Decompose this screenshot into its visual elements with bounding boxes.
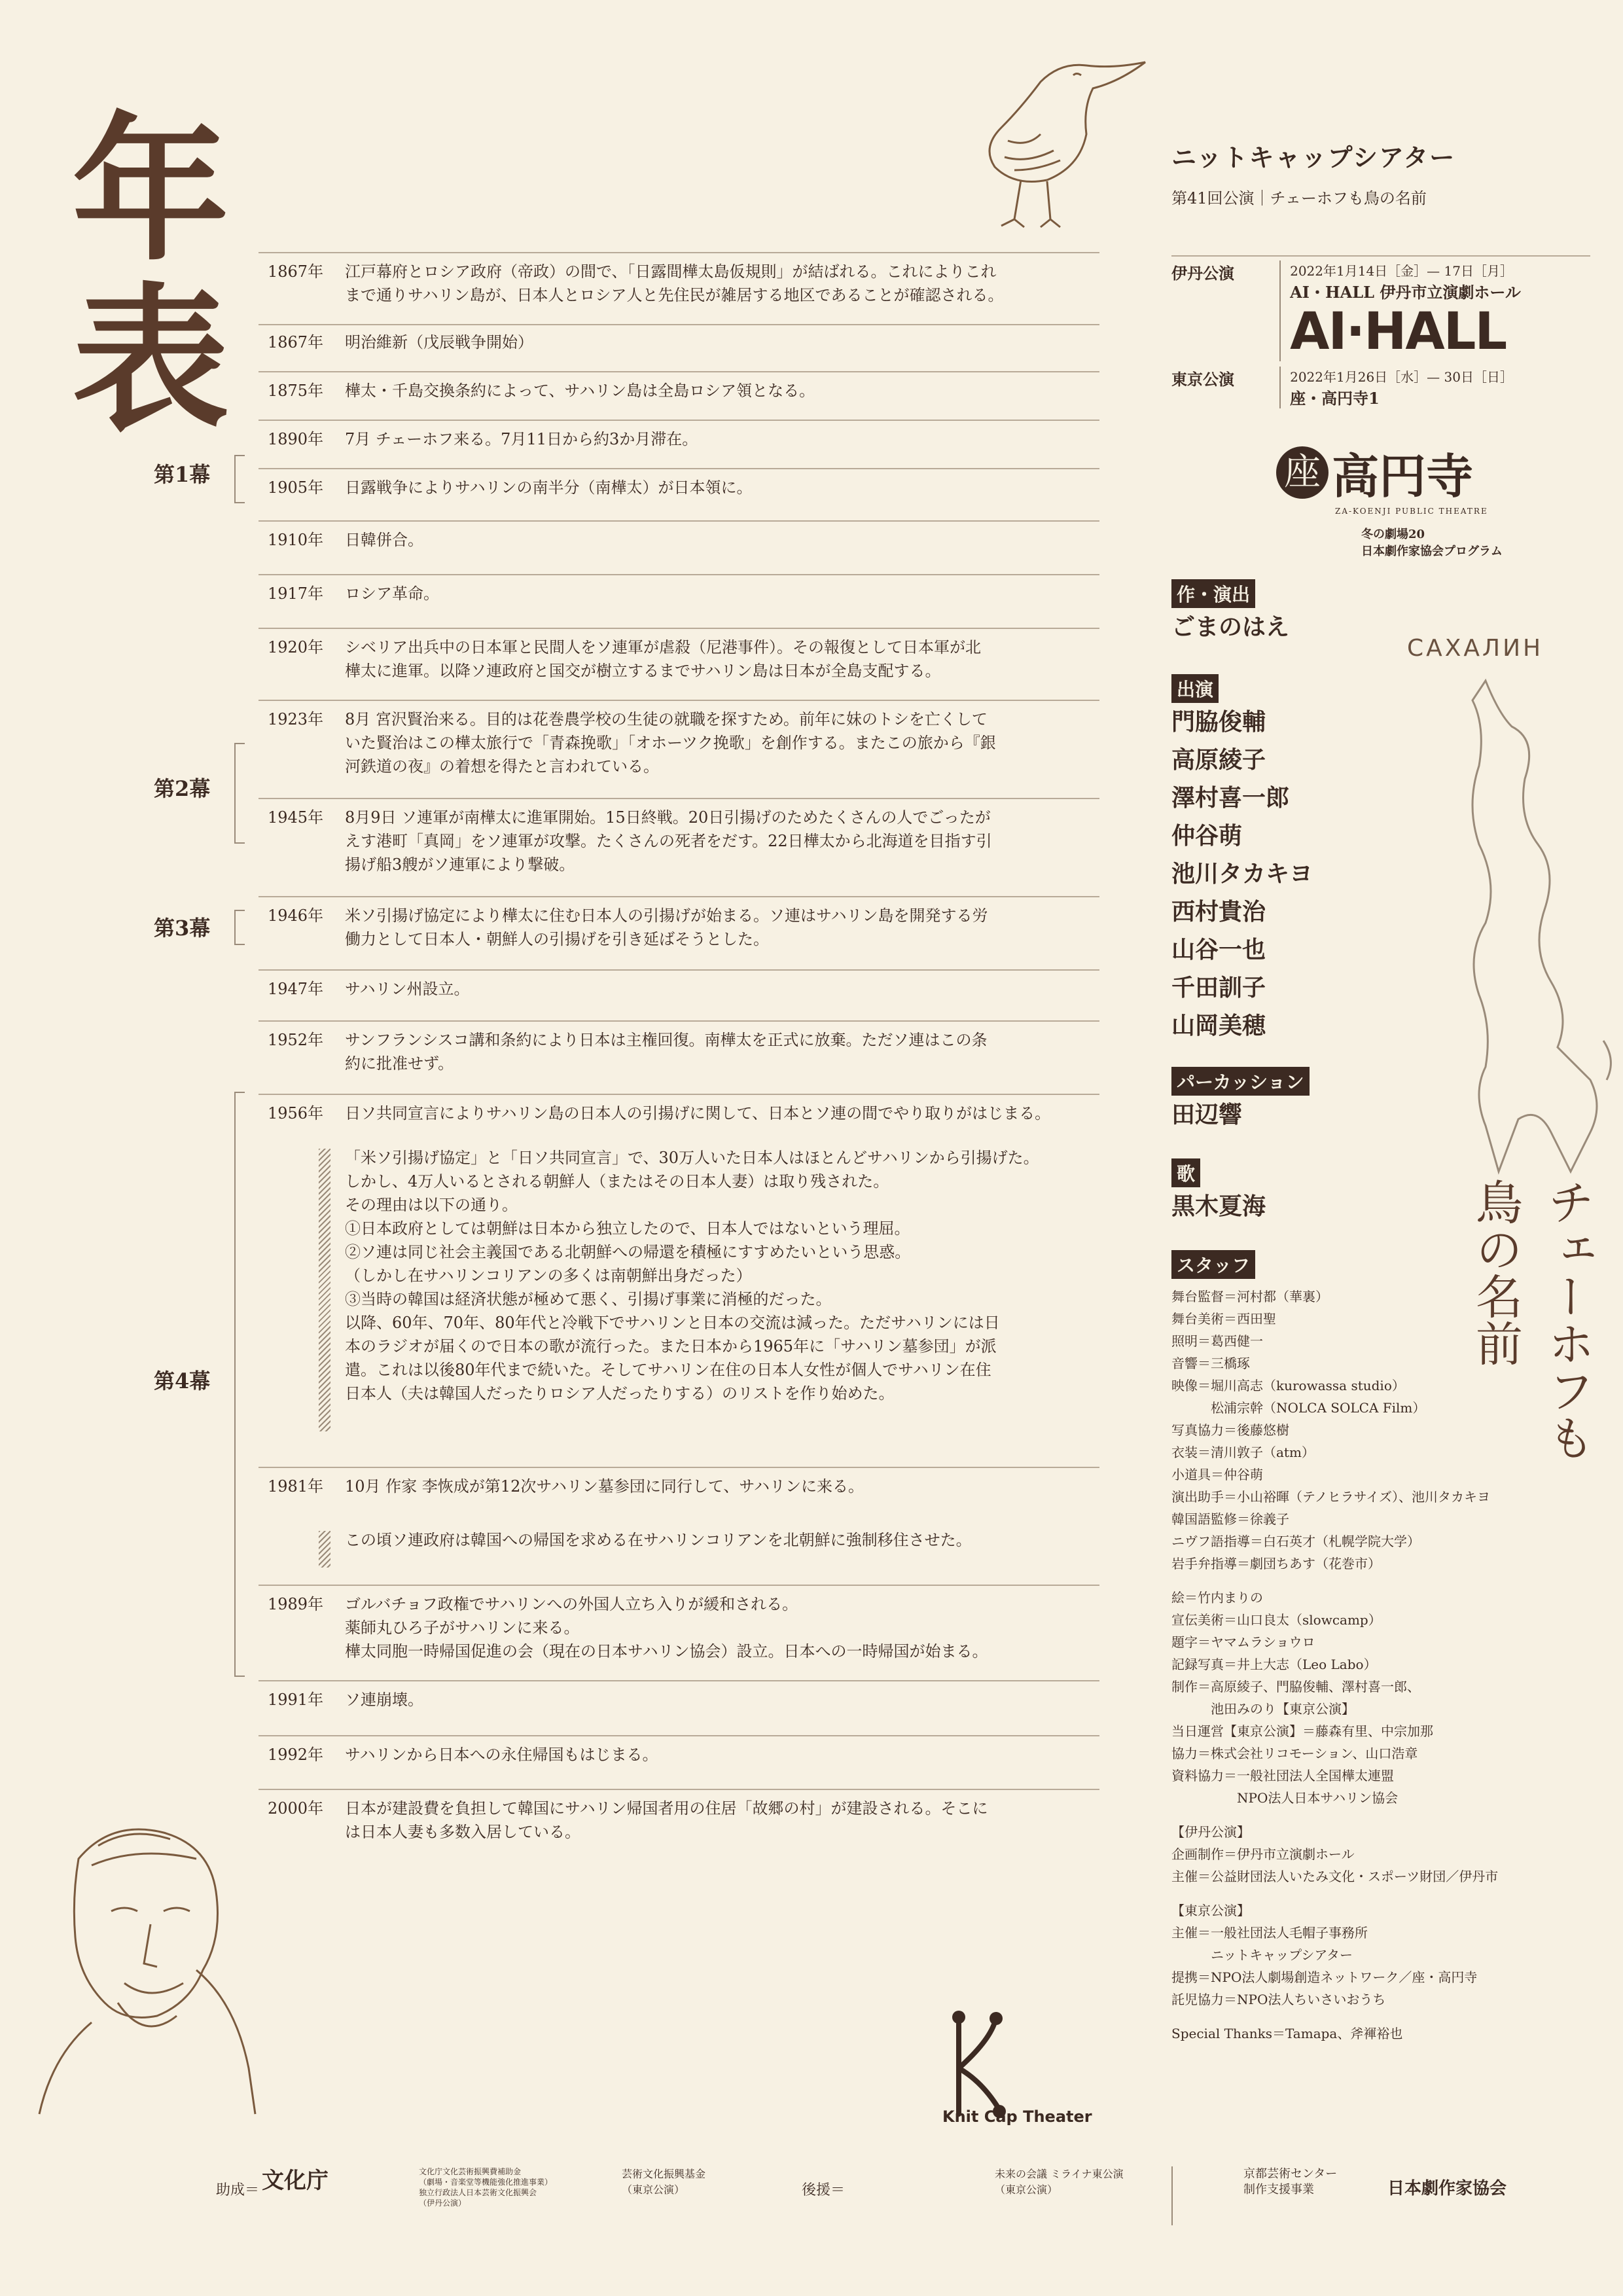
aihall-logo: AI·HALL — [1290, 302, 1507, 361]
staff-line: 題字＝ヤマムラショウロ — [1171, 1634, 1315, 1650]
song-tag: 歌 — [1171, 1158, 1200, 1187]
song-name: 黒木夏海 — [1171, 1193, 1266, 1220]
staff-line — [1171, 1809, 1590, 1821]
act-bracket — [234, 743, 245, 844]
bunkacho-name: 文化庁 — [262, 2168, 329, 2194]
cast-member: 高原綾子 — [1171, 746, 1266, 774]
bunka-note: 文化庁文化芸術振興費補助金 （劇場・音楽堂等機能強化推進事業） 独立行政法人日本芸術文化振興会 （伊丹公演） — [419, 2167, 553, 2208]
staff-line: 小道具＝仲谷萌 — [1171, 1467, 1263, 1482]
staff-line: 韓国語監修＝徐義子 — [1171, 1511, 1289, 1527]
timeline-row — [259, 421, 1099, 469]
timeline-row — [259, 575, 1099, 629]
timeline-row — [259, 1736, 1099, 1790]
timeline-year: 2000年 — [268, 1799, 324, 1818]
timeline-text: サハリン州設立。 — [345, 980, 470, 998]
timeline-year: 1991年 — [268, 1691, 324, 1709]
koenji-logo-sub: ZA-KOENJI PUBLIC THEATRE — [1335, 507, 1488, 516]
timeline-text: 米ソ引揚げ協定により樺太に住む日本人の引揚げが始まる。ソ連はサハリン島を開発する労 働力として日本人・朝鮮人の引揚げを引き延ばそうとした。 — [345, 906, 988, 948]
bird-illustration — [942, 36, 1152, 232]
staff-line: 記録写真＝井上大志（Leo Labo） — [1171, 1657, 1377, 1672]
timeline-row — [259, 1022, 1099, 1095]
timeline-text: 8月9日 ソ連軍が南樺太に進軍開始。15日終戦。20日引揚げのためたくさんの人でごったが えす港町「真岡」をソ連軍が攻撃。たくさんの死者をだす。22日樺太から北海道を目指す引 揚げ船3艘がソ連軍により撃破。 — [345, 808, 992, 874]
timeline-text: 日韓併合。 — [345, 531, 423, 549]
chekhov-portrait-illustration — [0, 1806, 275, 2121]
timeline-text: サンフランシスコ講和条約により日本は主権回復。南樺太を正式に放棄。ただソ連はこの条 約に批准せず。 — [345, 1031, 988, 1073]
vertical-title-line: 鳥の名前 — [1468, 1178, 1523, 1367]
act-bracket — [234, 1092, 245, 1677]
tokyo-section — [1171, 367, 1590, 408]
staff-line: 写真協力＝後藤悠樹 — [1171, 1422, 1289, 1438]
geibun-logo: 芸術文化振興基金 （東京公演） — [622, 2168, 706, 2196]
staff-line: 提携＝NPO法人劇場創造ネットワーク／座・高円寺 — [1171, 1969, 1478, 1985]
timeline-text: 江戸幕府とロシア政府（帝政）の間で、「日露間樺太島仮規則」が結ばれる。これによりこれ まで通りサハリン島が、日本人とロシア人と先住民が雑居する地区であることが確認される。 — [345, 262, 1004, 304]
staff-tag: スタッフ — [1171, 1250, 1255, 1279]
staff-line: 映像＝堀川高志（kurowassa studio） — [1171, 1378, 1405, 1393]
program-line: 日本劇作家協会プログラム — [1361, 545, 1503, 558]
staff-line: 音響＝三橋琢 — [1171, 1355, 1250, 1371]
timeline-subnote: この頃ソ連政府は韓国への帰国を求める在サハリンコリアンを北朝鮮に強制移住させた。 — [345, 1528, 1084, 1552]
staff-line: 舞台監督＝河村都（華裏） — [1171, 1289, 1329, 1304]
act-bracket — [234, 455, 245, 503]
bunkacho-logo — [262, 2168, 329, 2194]
act-label: 第3幕 — [154, 916, 211, 941]
timeline-year: 1905年 — [268, 478, 324, 497]
event-info — [1171, 137, 1590, 208]
timeline-text: ロシア革命。 — [345, 584, 439, 603]
timeline-year: 1989年 — [268, 1595, 324, 1613]
timeline-year: 1867年 — [268, 333, 324, 351]
timeline-text: シベリア出兵中の日本軍と民間人をソ連軍が虐殺（尼港事件）。その報復として日本軍が北 樺太に進軍。以降ソ連政府と国交が樹立するまでサハリン島は日本が全島支配する。 — [345, 638, 981, 680]
timeline-text: 樺太・千島交換条約によって、サハリン島は全島ロシア領となる。 — [345, 382, 815, 400]
cast-member: 西村貴治 — [1171, 898, 1266, 925]
cast-member: 澤村喜一郎 — [1171, 784, 1290, 812]
company-name: ニットキャップシアター — [1171, 143, 1456, 172]
staff-line: 【伊丹公演】 — [1171, 1824, 1250, 1840]
timeline-row — [259, 971, 1099, 1022]
tokyo-label: 東京公演 — [1171, 370, 1234, 389]
timeline-text: ゴルバチョフ政権でサハリンへの外国人立ち入りが緩和される。 薬師丸ひろ子がサハリンに来る。 樺太同胞一時帰国促進の会（現在の日本サハリン協会）設立。日本への一時帰国が始まる。 — [345, 1595, 988, 1660]
act-label: 第2幕 — [154, 776, 211, 801]
timeline-row — [259, 1586, 1099, 1681]
cast-member: 仲谷萌 — [1171, 822, 1243, 850]
staff-line: ニットキャップシアター — [1171, 1947, 1353, 1963]
timeline-year: 1992年 — [268, 1746, 324, 1764]
timeline-row — [259, 897, 1099, 971]
timeline-row — [259, 522, 1099, 575]
koen-label: 後援＝ — [802, 2182, 846, 2198]
timeline-row — [259, 469, 1099, 522]
timeline-year: 1917年 — [268, 584, 324, 603]
staff-line: NPO法人日本サハリン協会 — [1171, 1790, 1399, 1806]
cast-member: 門脇俊輔 — [1171, 708, 1266, 736]
staff-line — [1171, 1888, 1590, 1899]
vertical-title — [1459, 1178, 1603, 1492]
staff-line: ニヴフ語指導＝白石英才（札幌学院大学） — [1171, 1534, 1420, 1549]
staff-line: 主催＝公益財団法人いたみ文化・スポーツ財団／伊丹市 — [1171, 1869, 1499, 1884]
koenji-logo — [1276, 439, 1590, 559]
cast-member: 山谷一也 — [1171, 936, 1266, 963]
staff-line: 絵＝竹内まりの — [1171, 1590, 1263, 1605]
itami-section — [1171, 255, 1590, 361]
tokyo-date: 2022年1月26日［水］— 30日［日］ — [1290, 369, 1513, 385]
performance-title: 第41回公演｜チェーホフも鳥の名前 — [1171, 189, 1427, 207]
itami-venue: AI・HALL 伊丹市立演劇ホール — [1290, 283, 1521, 302]
staff-line: 舞台美術＝西田聖 — [1171, 1311, 1276, 1327]
timeline-row — [259, 701, 1099, 799]
timeline-year: 1952年 — [268, 1031, 324, 1049]
map-label: CAXAЛИН — [1407, 635, 1544, 662]
koenji-mark: 座 — [1276, 446, 1329, 499]
staff-line: 託児協力＝NPO法人ちいさいおうち — [1171, 1992, 1386, 2007]
sakhalin-map-illustration — [1407, 674, 1623, 1198]
staff-line: 当日運営【東京公演】＝藤森有里、中宗加那 — [1171, 1723, 1433, 1739]
kyoto-art-center-logo: 京都芸術センター 制作支援事業 — [1243, 2167, 1338, 2197]
timeline-row — [259, 1790, 1099, 1861]
itami-date: 2022年1月14日［金］— 17日［月］ — [1290, 263, 1513, 279]
knitcap-logo-mark — [936, 2003, 1014, 2121]
timeline-year: 1920年 — [268, 638, 324, 656]
timeline-text: 日露戦争によりサハリンの南半分（南樺太）が日本領に。 — [345, 478, 753, 497]
timeline-year: 1945年 — [268, 808, 324, 827]
footer-divider — [1171, 2166, 1173, 2225]
hatch-mark — [319, 1149, 330, 1431]
timeline-year: 1947年 — [268, 980, 324, 998]
timeline-text: 7月 チェーホフ来る。7月11日から約3か月滞在。 — [345, 430, 698, 448]
timeline-row — [259, 799, 1099, 897]
staff-line: 宣伝美術＝山口良太（slowcamp） — [1171, 1612, 1382, 1628]
hatch-mark — [319, 1531, 330, 1568]
director-section — [1171, 579, 1289, 646]
timeline-row — [259, 372, 1099, 421]
timeline-subnote: 「米ソ引揚げ協定」と「日ソ共同宣言」で、30万人いた日本人はほとんどサハリンから引揚げた。 しかし、4万人いるとされる朝鮮人（またはその日本人妻）は取り残された。 その理由は以下の通り。 ①日本政府としては朝鮮は日本から独立したので、日本人ではないという理屈。 ②ソ連は同じ社会主義国である北朝鮮への帰還を積極にすすめたいという思惑。 （しかし在サハリンコリアンの多くは南朝鮮出身だった） ③当時の韓国は経済状態が極めて悪く、引揚げ事業に消極的だった。 以降、60年、70年、80年代と冷戦下でサハリンと日本の交流は減った。ただサハリンには日 本のラジオが届くので日本の歌が流行った。また日本から1965年に「サハリン墓参団」が派 遣。これは以後80年代まで続いた。そしてサハリン在住の日本人女性が個人でサハリン在住 日本人（夫は韓国人だったりロシア人だったりする）のリストを作り始めた。 — [345, 1146, 1084, 1405]
timeline-text: 10月 作家 李恢成が第12次サハリン墓参団に同行して、サハリンに来る。 — [345, 1477, 864, 1496]
timeline-year: 1923年 — [268, 710, 324, 728]
timeline-text: ソ連崩壊。 — [345, 1691, 423, 1709]
itami-label: 伊丹公演 — [1171, 264, 1234, 283]
timeline-row — [259, 629, 1099, 701]
percussion-tag: パーカッション — [1171, 1067, 1310, 1096]
timeline-year: 1890年 — [268, 430, 324, 448]
cast-section — [1171, 674, 1313, 1045]
act-label: 第1幕 — [154, 462, 211, 487]
timeline-text: 日ソ共同宣言によりサハリン島の日本人の引揚げに関して、日本とソ連の間でやり取りがはじまる。 — [345, 1104, 1051, 1122]
act-label: 第4幕 — [154, 1369, 211, 1393]
timeline-row — [259, 1095, 1099, 1468]
page-title — [72, 98, 242, 452]
title-char: 年 — [72, 98, 230, 282]
staff-line: 協力＝株式会社リコモーション、山口浩章 — [1171, 1746, 1418, 1761]
vertical-title-line: チェーホフも — [1540, 1178, 1595, 1461]
koenji-logo-text: 高円寺 — [1332, 448, 1474, 504]
timeline-row — [259, 1468, 1099, 1586]
staff-line: Special Thanks＝Tamapa、斧褌裕也 — [1171, 2026, 1403, 2041]
title-char: 表 — [72, 268, 230, 452]
staff-line — [1171, 2011, 1590, 2022]
staff-line: 【東京公演】 — [1171, 1903, 1250, 1918]
director-tag: 作・演出 — [1171, 579, 1255, 608]
mirai-logo: 未来の会議 ミライナ東公演 （東京公演） — [995, 2168, 1124, 2196]
timeline-row — [259, 252, 1099, 325]
percussion-name: 田辺響 — [1171, 1101, 1243, 1128]
program-line: 冬の劇場20 — [1361, 528, 1425, 541]
staff-line — [1171, 1575, 1590, 1587]
cast-member: 山岡美穂 — [1171, 1012, 1266, 1039]
timeline-row — [259, 324, 1099, 372]
staff-line: 岩手弁指導＝劇団ちあす（花巻市） — [1171, 1556, 1381, 1571]
cast-member: 池川タカキヨ — [1171, 860, 1313, 888]
timeline-row — [259, 1681, 1099, 1736]
cast-member: 千田訓子 — [1171, 974, 1266, 1001]
tokyo-venue: 座・高円寺1 — [1290, 389, 1380, 408]
song-section — [1171, 1158, 1266, 1225]
support-label: 助成＝ — [216, 2182, 260, 2198]
percussion-section — [1171, 1067, 1310, 1134]
staff-line: 松浦宗幹（NOLCA SOLCA Film） — [1171, 1400, 1426, 1416]
timeline-text: 明治維新（戊辰戦争開始） — [345, 333, 533, 351]
staff-line: 制作＝高原綾子、門脇俊輔、澤村喜一郎、 — [1171, 1679, 1420, 1695]
timeline-year: 1867年 — [268, 262, 324, 281]
staff-line: 衣装＝清川敦子（atm） — [1171, 1444, 1315, 1460]
timeline-text: サハリンから日本への永住帰国もはじまる。 — [345, 1746, 658, 1764]
staff-line: 企画制作＝伊丹市立演劇ホール — [1171, 1846, 1355, 1862]
staff-line: 資料協力＝一般社団法人全国樺太連盟 — [1171, 1768, 1394, 1784]
timeline-text: 日本が建設費を負担して韓国にサハリン帰国者用の住居「故郷の村」が建設される。そこに は日本人妻も多数入居している。 — [345, 1799, 988, 1841]
staff-line: 演出助手＝小山裕暉（テノヒラサイズ）、池川タカキヨ — [1171, 1489, 1490, 1505]
staff-line: 主催＝一般社団法人毛帽子事務所 — [1171, 1925, 1368, 1941]
timeline-year: 1956年 — [268, 1104, 324, 1122]
timeline-year: 1910年 — [268, 531, 324, 549]
act-bracket — [234, 910, 245, 945]
jpa-logo: 日本劇作家協会 — [1387, 2179, 1507, 2198]
timeline-year: 1981年 — [268, 1477, 324, 1496]
cast-tag: 出演 — [1171, 674, 1219, 703]
timeline-year: 1946年 — [268, 906, 324, 925]
knitcap-logo-text: Knit Cap Theater — [942, 2108, 1092, 2126]
timeline-text: 8月 宮沢賢治来る。目的は花巻農学校の生徒の就職を探すため。前年に妹のトシを亡くして いた賢治はこの樺太旅行で「青森挽歌」「オホーツク挽歌」を創作する。またこの旅から『銀 河鉄道の夜』の着想を得たと言われている。 — [345, 710, 996, 776]
director-name: ごまのはえ — [1171, 613, 1290, 641]
staff-line: 池田みのり【東京公演】 — [1171, 1701, 1355, 1717]
timeline-year: 1875年 — [268, 382, 324, 400]
staff-line: 照明＝葛西健一 — [1171, 1333, 1263, 1349]
